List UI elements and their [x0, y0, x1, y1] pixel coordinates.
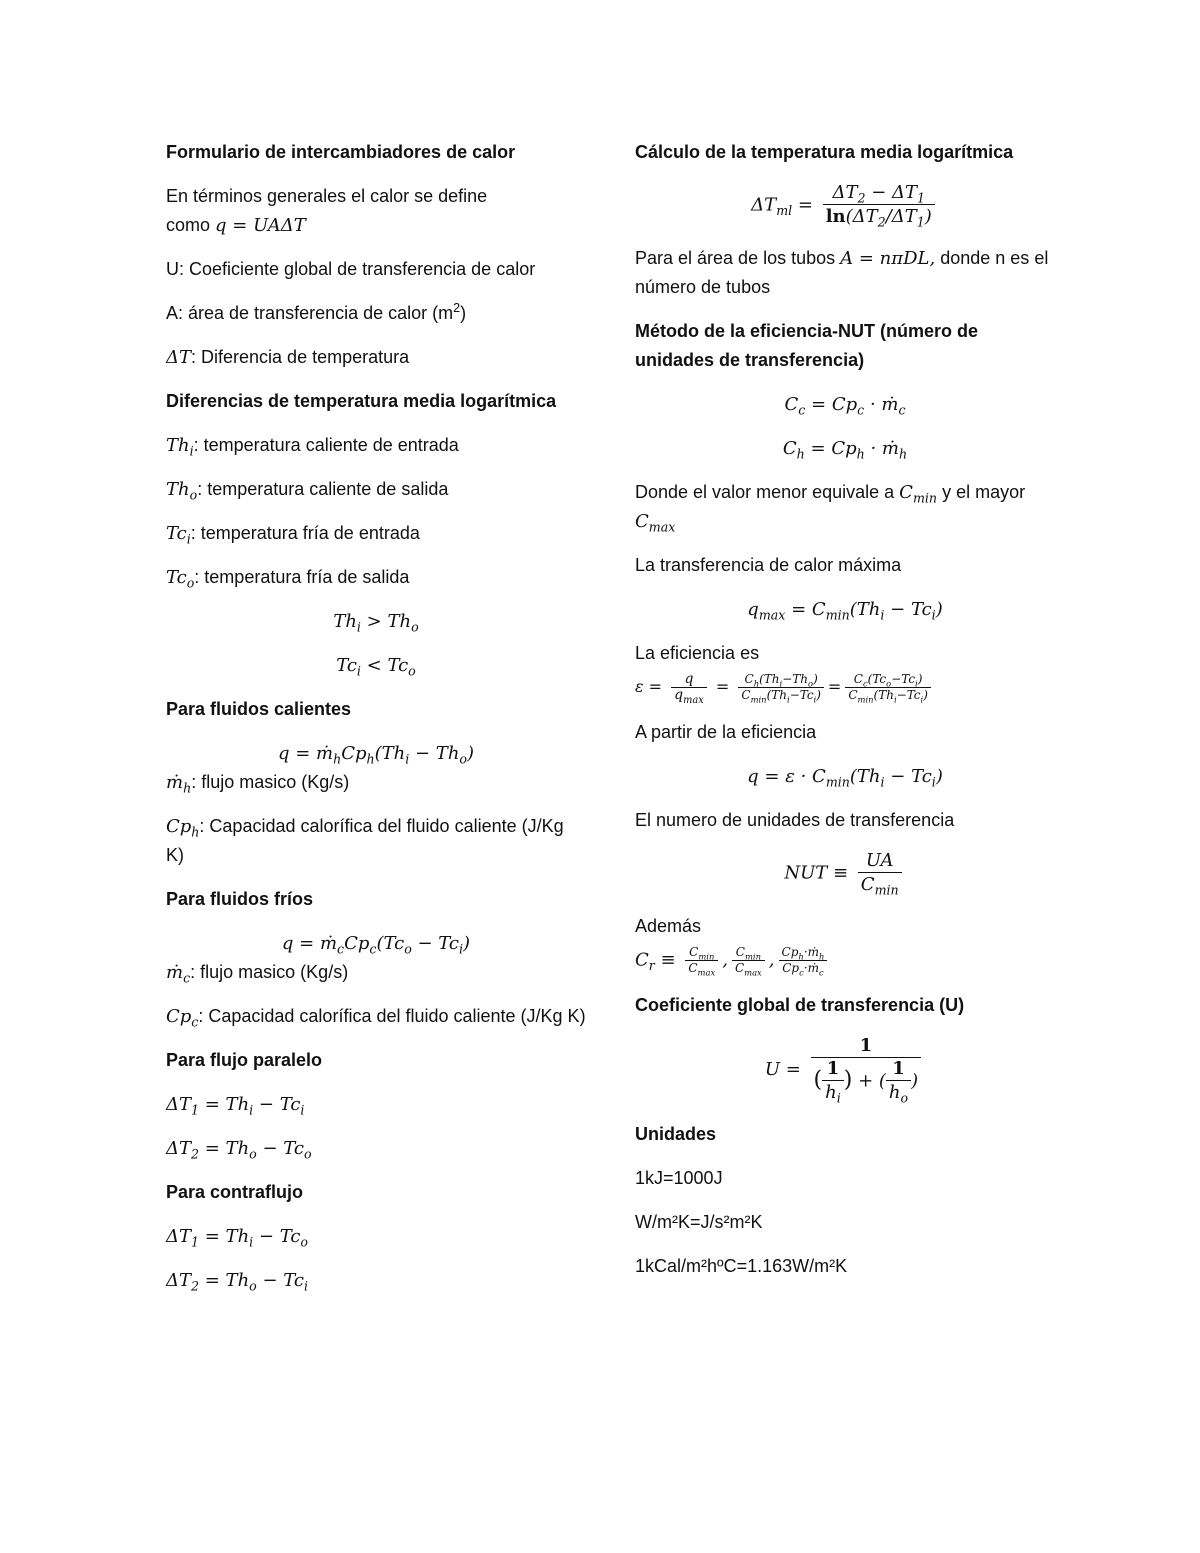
mc-definition — [166, 958, 586, 987]
eq-cold: $q = ṁ_cCp_c(Tc_o - Tc_i)$ — [281, 933, 471, 957]
cmin-text-b: y el mayor — [942, 482, 1026, 502]
section-u-heading: Coeficiente global de transferencia (U) — [635, 995, 965, 1015]
section-hot-heading: Para fluidos calientes — [166, 699, 352, 719]
thi-definition — [166, 431, 586, 460]
section-lmtd-calc-heading: Cálculo de la temperatura media logarítmica — [635, 142, 1014, 162]
cr-frac-1: $\frac{C_{min}}{C_{max}}$ — [685, 945, 718, 976]
cpc-symbol: $Cp_c$ — [166, 1006, 199, 1030]
ntu-fraction: $\frac{UA}{C_{min}}$ — [858, 850, 902, 897]
lmtd-fraction: $\frac{\Delta T_2 - \Delta T_1}{\ln(\Delta T_2/\Delta T_1)}$ — [823, 182, 935, 229]
area-equation: A = nπDL, — [840, 248, 936, 269]
mc-symbol: ṁ$_c$ — [166, 962, 191, 986]
tci-text: : temperatura fría de entrada — [190, 523, 420, 543]
eq-ch: $C_h = Cp_h$ · ṁ$_h$ — [782, 438, 908, 462]
mh-definition — [166, 768, 586, 797]
u-fraction: 1 ( $\frac{1}{h_i}$ ) + ( $\frac{1}{h_o}$ ) — [811, 1035, 922, 1105]
ntu-text: El numero de unidades de transferencia — [635, 810, 955, 830]
mh-symbol: ṁ$_h$ — [166, 772, 192, 796]
cr-frac-3: $\frac{Cp_h\cdot ṁ_h}{Cp_c\cdot ṁ_c}$ — [779, 945, 828, 976]
thi-symbol: $Th_i$ — [166, 435, 194, 459]
eq-efficiency: ε = $\frac{q}{q_{max}}$ = $\frac{C_h(Th_i-Th_o)}{C_{min}(Th_i-Tc_i)}$ = $\frac{C_c(Tc_o-Tc_i)}{C_{min}(Th_i-Tc_i)}$ — [635, 672, 1055, 703]
eq-ntu: NUT ≡ $\frac{UA}{C_{min}}$ — [635, 850, 1055, 897]
area-text-b: donde n es el número de tubos — [635, 248, 1049, 297]
a-definition-sup: 2 — [453, 301, 461, 315]
eq-parallel-dt1: $\Delta T_1 = Th_i - Tc_i$ — [166, 1094, 305, 1118]
eq-qmax: $q_{max} = C_{min}(Th_i - Tc_i)$ — [747, 599, 943, 623]
mc-text: : flujo masico (Kg/s) — [190, 962, 349, 982]
qmax-text: La transferencia de calor máxima — [635, 555, 902, 575]
eq-lmtd: $\Delta T_{ml}$ = $\frac{\Delta T_2 - \Delta T_1}{\ln(\Delta T_2/\Delta T_1)}$ — [635, 182, 1055, 229]
cmin-text-a: Donde el valor menor equivale a — [635, 482, 895, 502]
ineq-hot: $Th_i > Th_o$ — [333, 611, 419, 635]
intro-text-b: como — [166, 215, 211, 235]
eq-cr: $C_r$ ≡ $\frac{C_{min}}{C_{max}}$ , $\frac{C_{min}}{C_{max}}$ , $\frac{Cp_h\cdot ṁ_h}{Cp_c\cdot ṁ_c}$ — [635, 945, 1055, 976]
thi-text: : temperatura caliente de entrada — [193, 435, 459, 455]
tci-definition — [166, 519, 586, 548]
dt-definition-text: : Diferencia de temperatura — [191, 347, 410, 367]
eff-text: La eficiencia es — [635, 643, 760, 663]
eq-q-eff: $q = \varepsilon \cdot C_{min}(Th_i - Tc_i)$ — [747, 766, 943, 790]
ademas-text: Además — [635, 916, 702, 936]
ineq-cold: $Tc_i < Tc_o$ — [336, 655, 416, 679]
section-ntu-heading: Método de la eficiencia-NUT (número de unidades de transferencia) — [635, 321, 979, 370]
tco-text: : temperatura fría de salida — [194, 567, 410, 587]
cpc-definition — [166, 1002, 586, 1031]
section-units-heading: Unidades — [635, 1124, 717, 1144]
area-paragraph — [635, 244, 1055, 302]
from-eff-text: A partir de la eficiencia — [635, 722, 817, 742]
right-column — [635, 138, 1055, 1296]
cr-frac-2: $\frac{C_{min}}{C_{max}}$ — [732, 945, 765, 976]
eq-u: U = 1 ( $\frac{1}{h_i}$ ) + ( $\frac{1}{h_o}$ ) — [635, 1035, 1055, 1105]
cmin-symbol: $C_{min}$ — [899, 482, 938, 506]
u-definition: U: Coeficiente global de transferencia de calor — [166, 259, 536, 279]
tco-definition — [166, 563, 586, 592]
intro-equation: q = UAΔT — [215, 215, 306, 236]
unit-w: W/m²K=J/s²m²K — [635, 1212, 763, 1232]
unit-kcal: 1kCal/m²hºC=1.163W/m²K — [635, 1256, 848, 1276]
tho-symbol: $Th_o$ — [166, 479, 198, 503]
intro-text-a: En términos generales el calor se define — [166, 186, 488, 206]
cmin-paragraph — [635, 478, 1055, 536]
intro-paragraph — [166, 182, 586, 240]
cph-text: : Capacidad calorífica del fluido caliente (J/Kg K) — [166, 816, 564, 865]
a-definition — [166, 299, 586, 328]
cmax-symbol: $C_{max}$ — [635, 511, 676, 535]
cph-symbol: $Cp_h$ — [166, 816, 200, 840]
section-lmtd-heading: Diferencias de temperatura media logarítmica — [166, 391, 557, 411]
tho-definition — [166, 475, 586, 504]
tco-symbol: $Tc_o$ — [166, 567, 195, 591]
dt-symbol: ΔT — [166, 347, 192, 368]
doc-title: Formulario de intercambiadores de calor — [166, 142, 516, 162]
section-cold-heading: Para fluidos fríos — [166, 889, 314, 909]
eq-parallel-dt2: $\Delta T_2 = Th_o - Tc_o$ — [166, 1138, 312, 1162]
unit-kj: 1kJ=1000J — [635, 1168, 723, 1188]
a-definition-end: ) — [460, 303, 467, 323]
eff-frac-2: $\frac{C_h(Th_i-Th_o)}{C_{min}(Th_i-Tc_i)}$ — [738, 672, 824, 703]
cpc-text: : Capacidad calorífica del fluido caliente (J/Kg K) — [198, 1006, 586, 1026]
eq-counter-dt1: $\Delta T_1 = Th_i - Tc_o$ — [166, 1226, 308, 1250]
eq-hot: $q = ṁ_hCp_h(Th_i - Th_o)$ — [277, 743, 475, 767]
eq-cc: $C_c = Cp_c$ · ṁ$_c$ — [784, 394, 906, 418]
a-definition-text: A: área de transferencia de calor (m — [166, 303, 454, 323]
eff-frac-1: $\frac{q}{q_{max}}$ — [671, 672, 707, 703]
tci-symbol: $Tc_i$ — [166, 523, 191, 547]
left-column — [166, 138, 586, 1310]
cph-definition — [166, 812, 586, 870]
tho-text: : temperatura caliente de salida — [197, 479, 449, 499]
section-counter-heading: Para contraflujo — [166, 1182, 304, 1202]
mh-text: : flujo masico (Kg/s) — [191, 772, 350, 792]
eq-counter-dt2: $\Delta T_2 = Th_o - Tc_i$ — [166, 1270, 308, 1294]
section-parallel-heading: Para flujo paralelo — [166, 1050, 323, 1070]
area-text-a: Para el área de los tubos — [635, 248, 836, 268]
eff-frac-3: $\frac{C_c(Tc_o-Tc_i)}{C_{min}(Th_i-Tc_i)}$ — [845, 672, 931, 703]
dt-definition — [166, 343, 586, 372]
